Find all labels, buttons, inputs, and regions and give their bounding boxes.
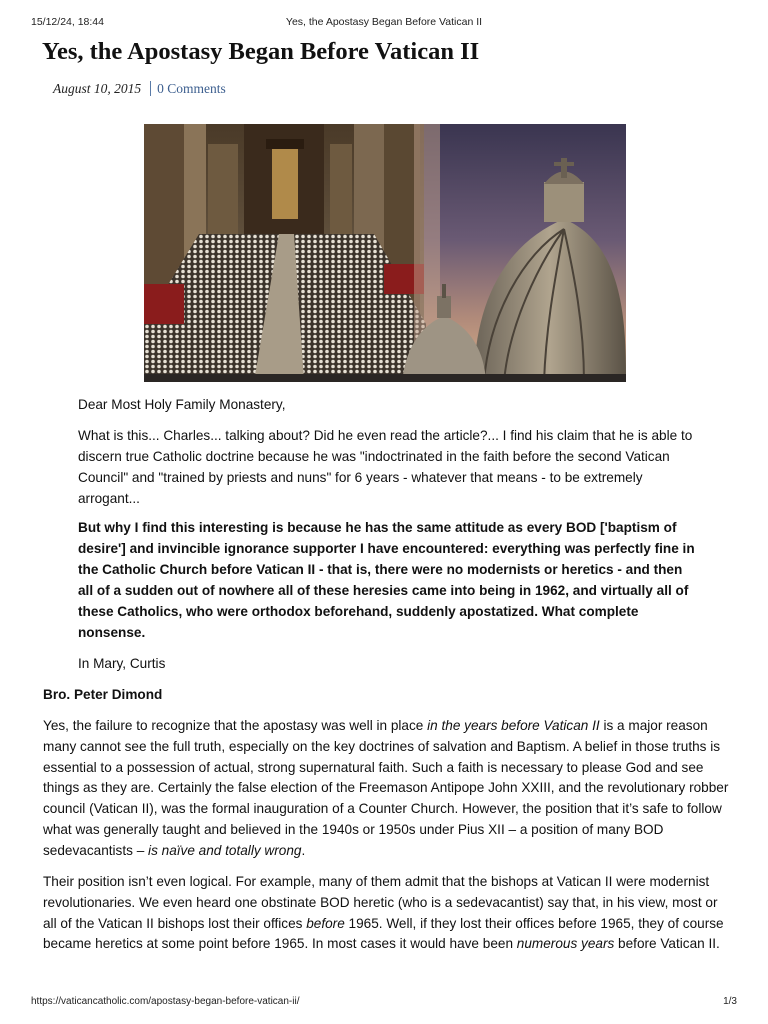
print-page-number: 1/3 (723, 996, 737, 1007)
response-paragraph (43, 716, 733, 862)
letter-paragraph-1-block (78, 425, 698, 509)
letter-signoff: In Mary, Curtis (78, 656, 166, 671)
response-author-block (43, 685, 733, 706)
response-paragraph-2-block (43, 872, 733, 955)
comments-link[interactable]: 0 Comments (157, 81, 226, 96)
vatican-council-illustration (144, 124, 626, 382)
print-page-title: Yes, the Apostasy Began Before Vatican II (285, 16, 483, 28)
article-date: August 10, 2015 (53, 81, 142, 96)
letter-signoff-block (78, 653, 718, 674)
emphasis-run: before (306, 915, 345, 931)
article-hero-image (144, 124, 626, 382)
letter-paragraph-bold: But why I find this interesting is because he has the same attitude as every BOD ['baptism of desire'] and invincible ignorance supporter I have encountered: everything was perfectly fine in the Catholic Church before Vatican II - that is, there were no modernists or heretics - and then all of a sudden out of nowhere all of these heresies came into being in 1962, and virtually all of these Catholics, who were orthodox beforehand, suddenly apostatized. What complete nonsense. (78, 520, 695, 640)
print-footer (31, 996, 737, 1007)
text-run: Their position isn’t even logical. For example, many of them admit that the bishops at Vatican II were modernist revolutionaries. We even heard one obstinate BOD heretic (who is a sedevacantist) say that, in his view, most or all of the Vatican II bishops lost their offices (43, 874, 718, 931)
response-paragraph (43, 872, 733, 955)
letter-paragraph-2-block (78, 517, 700, 643)
print-datetime: 15/12/24, 18:44 (31, 16, 104, 28)
print-url: https://vaticancatholic.com/apostasy-began-before-vatican-ii/ (31, 996, 300, 1007)
text-run: before Vatican II. (614, 936, 720, 952)
text-run: . (301, 842, 306, 858)
emphasis-run: in the years before Vatican II (427, 718, 600, 733)
letter-salutation-block (78, 394, 718, 415)
letter-salutation: Dear Most Holy Family Monastery, (78, 397, 286, 412)
meta-divider (150, 81, 151, 96)
emphasis-run: numerous years (516, 936, 615, 952)
text-run: Yes, the failure to recognize that the apostasy was well in place (43, 718, 428, 733)
text-run: 1965. Well, if they lost their offices before 1965, they of course became heretics at some point before 1965. In most cases it would have been (43, 915, 724, 952)
emphasis-run: is naïve and totally wrong (148, 842, 302, 858)
response-author: Bro. Peter Dimond (43, 687, 163, 702)
response-paragraph-1-block (43, 716, 733, 862)
article-title: Yes, the Apostasy Began Before Vatican II (42, 38, 480, 65)
letter-paragraph: What is this... Charles... talking about? Did he even read the article?... I find his claim that he is able to discern true Catholic doctrine because he was "indoctrinated in the faith before the second Vatican Council" and "trained by priests and nuns" for 6 years - whatever that means - to be extremely arrogant... (78, 428, 693, 506)
text-run: is a major reason many cannot see the full truth, especially on the key doctrines of salvation and Baptism. A belief in those truths is essential to a possession of actual, strong supernatural faith. Such a faith is necessary to please God and see things as they are. Certainly the false election of the Freemason Antipope John XXIII, and the revolutionary robber council (Vatican II), was the formal inauguration of a Counter Church. However, the position that it’s safe to follow what was generally taught and believed in the 1940s or 1950s under Pius XII – a position of many BOD sedevacantists – (43, 718, 729, 858)
article-meta (53, 81, 226, 97)
